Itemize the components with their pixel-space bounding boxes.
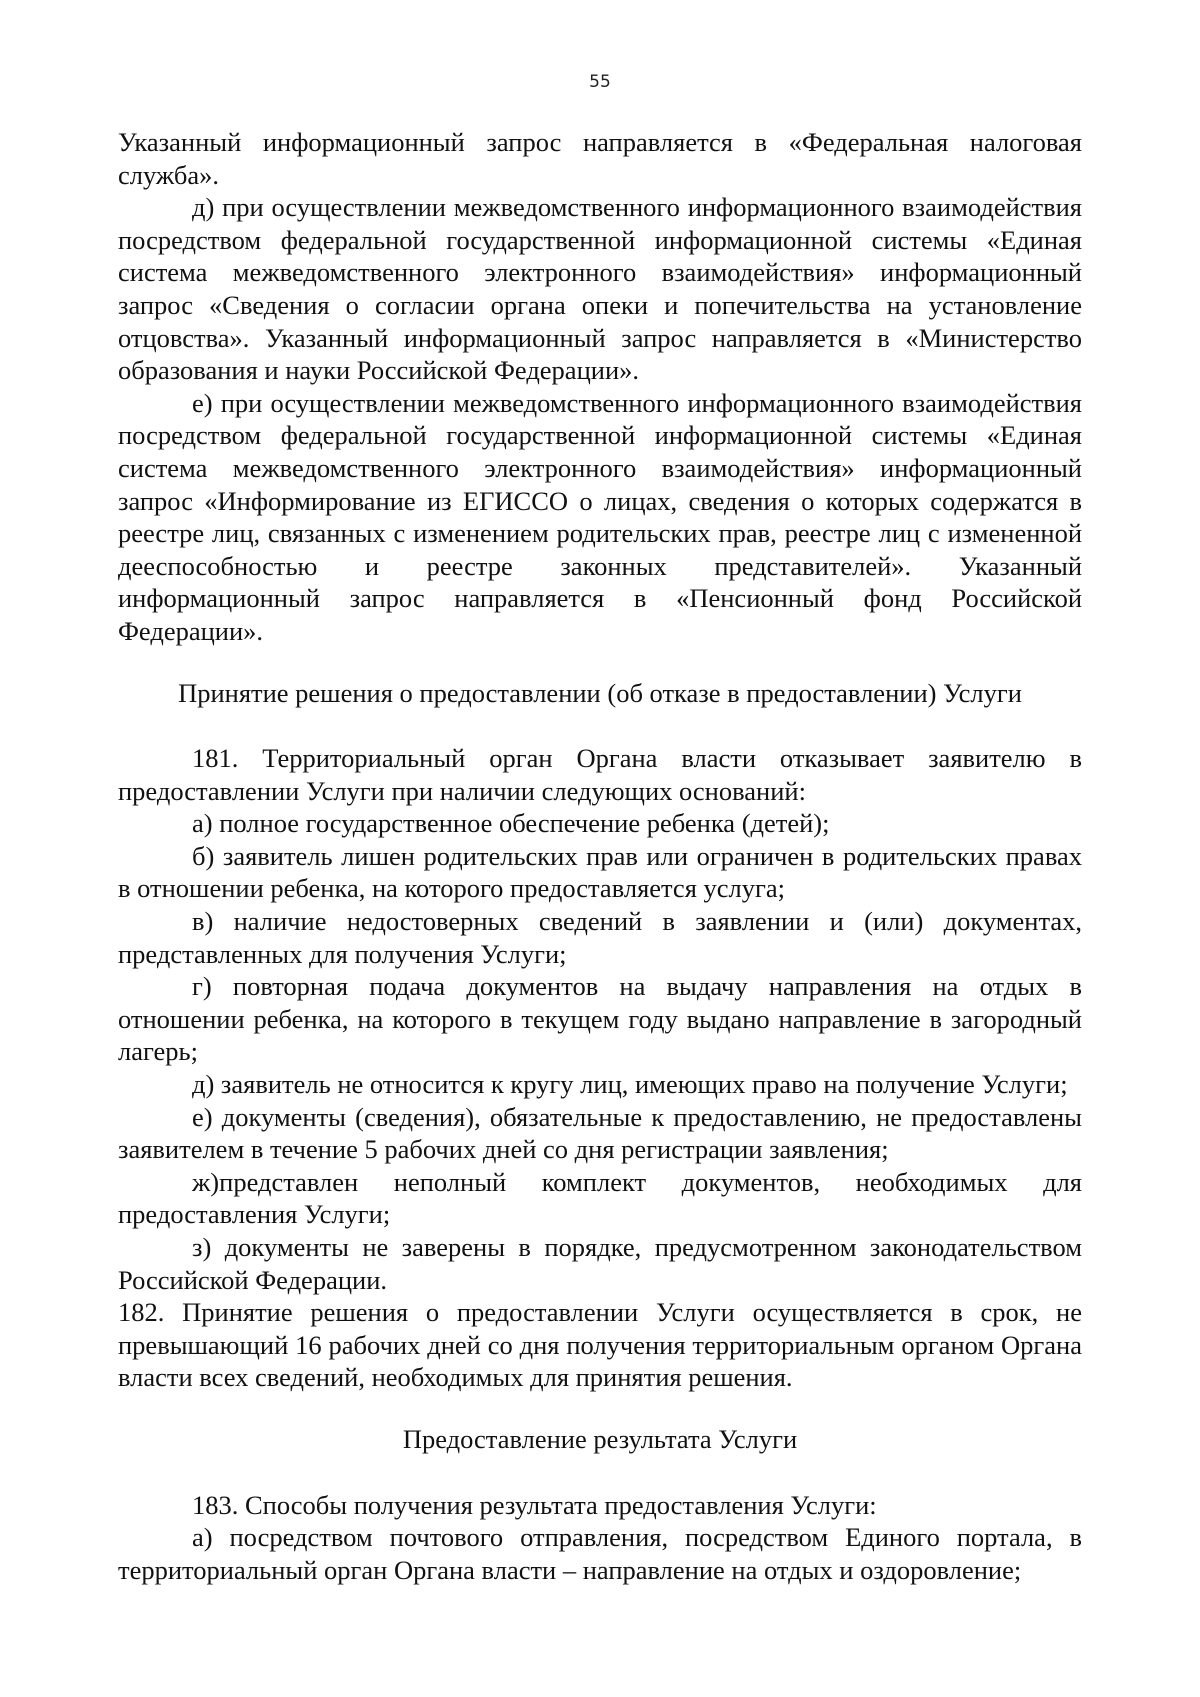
paragraph-181-zh: ж)представлен неполный комплект документов, необходимых для предоставления Услуги; xyxy=(118,1166,1082,1230)
paragraph-d: д) при осуществлении межведомственного информационного взаимодействия посредством федеральной государственной информационной системы «Единая система межведомственного электронного взаимодействия» информационный запрос «Сведения о согласии органа опеки и попечительства на установление отцовства». Указанный информационный запрос направляется в «Министерство образования и науки Российской Федерации». xyxy=(118,192,1082,386)
paragraph-181-e: е) документы (сведения), обязательные к предоставлению, не предоставлены заявителем в течение 5 рабочих дней со дня регистрации заявления; xyxy=(118,1101,1082,1165)
paragraph-e: е) при осуществлении межведомственного информационного взаимодействия посредством федеральной государственной информационной системы «Единая система межведомственного электронного взаимодействия» информационный запрос «Информирование из ЕГИССО о лицах, сведения о которых содержатся в реестре лиц, связанных с изменением родительских прав, реестре лиц с измененной дееспособностью и реестре законных представителей». Указанный информационный запрос направляется в «Пенсионный фонд Российской Федерации». xyxy=(118,387,1082,646)
section-heading-result: Предоставление результата Услуги xyxy=(402,1423,798,1454)
paragraph-181-a: а) полное государственное обеспечение ребенка (детей); xyxy=(192,808,830,839)
paragraph-181-z: з) документы не заверены в порядке, предусмотренном законодательством Российской Федерации. xyxy=(118,1232,1082,1295)
section-heading-decision: Принятие решения о предоставлении (об отказе в предоставлении) Услуги xyxy=(178,677,1022,708)
paragraph-181: 181. Территориальный орган Органа власти отказывает заявителю в предоставлении Услуги при наличии следующих оснований: xyxy=(118,743,1082,806)
paragraph-182: 182. Принятие решения о предоставлении Услуги осуществляется в срок, не превышающий 16 рабочих дней со дня получения территориальным органом Органа власти всех сведений, необходимых для принятия решения. xyxy=(118,1297,1082,1393)
page-number: 55 xyxy=(589,72,611,92)
paragraph-181-v: в) наличие недостоверных сведений в заявлении и (или) документах, представленных для получения Услуги; xyxy=(118,906,1082,969)
paragraph-intro: Указанный информационный запрос направляется в «Федеральная налоговая служба». xyxy=(118,127,1082,190)
paragraph-181-g: г) повторная подача документов на выдачу направления на отдых в отношении ребенка, на которого в текущем году выдано направление в загородный лагерь; xyxy=(118,971,1082,1067)
paragraph-181-d: д) заявитель не относится к кругу лиц, имеющих право на получение Услуги; xyxy=(192,1069,1068,1100)
paragraph-181-b: б) заявитель лишен родительских прав или ограничен в родительских правах в отношении ребенка, на которого предоставляется услуга; xyxy=(118,840,1082,904)
document-body xyxy=(118,126,1082,1586)
paragraph-183-a: а) посредством почтового отправления, посредством Единого портала, в территориальный орган Органа власти – направление на отдых и оздоровление; xyxy=(118,1522,1082,1585)
paragraph-183: 183. Способы получения результата предоставления Услуги: xyxy=(192,1489,877,1520)
